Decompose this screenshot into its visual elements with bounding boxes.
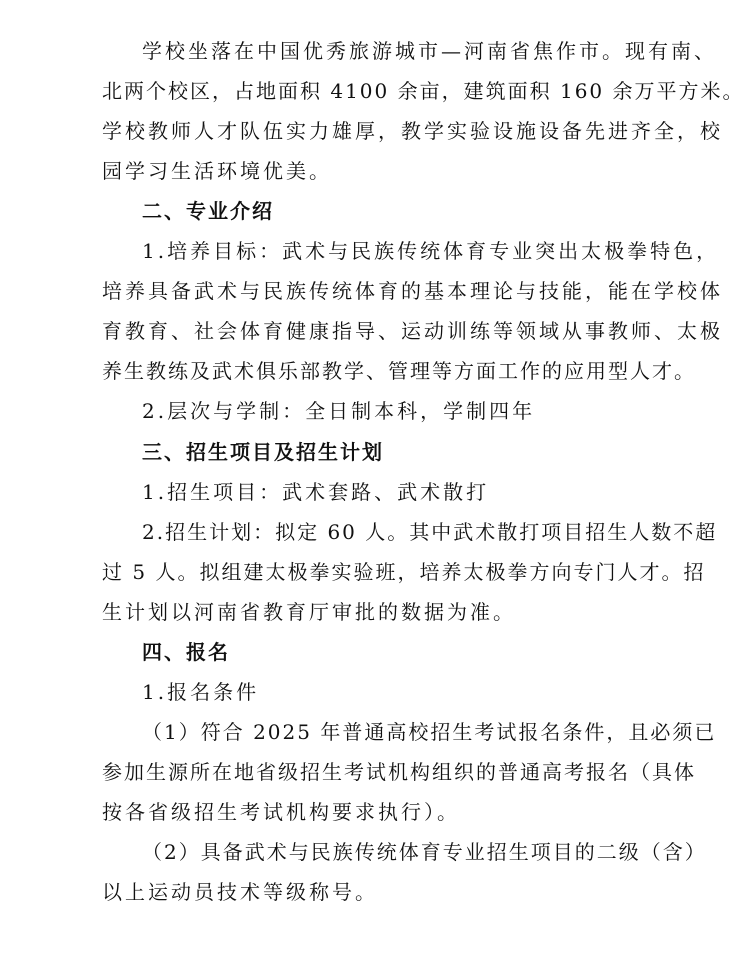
training-goal-line <box>0 271 754 311</box>
paragraph-text: 2.招生计划：拟定 60 人。其中武术散打项目招生人数不超 <box>142 520 718 544</box>
paragraph-text: 参加生源所在地省级招生考试机构组织的普通高考报名（具体 <box>102 760 696 784</box>
paragraph-text: 培养具备武术与民族传统体育的基本理论与技能，能在学校体 <box>102 279 723 303</box>
intro-line <box>0 31 754 71</box>
intro-line <box>0 71 754 111</box>
paragraph-text: 生计划以河南省教育厅审批的数据为准。 <box>102 600 516 624</box>
intro-line <box>0 111 754 151</box>
section-heading-registration <box>0 632 754 672</box>
section-heading-text: 三、招生项目及招生计划 <box>142 440 384 464</box>
condition-one-line <box>0 792 754 832</box>
enrollment-items-line <box>0 472 754 512</box>
intro-line <box>0 151 754 191</box>
enrollment-plan-line <box>0 552 754 592</box>
level-duration-line <box>0 391 754 431</box>
paragraph-text: （1）符合 2025 年普通高校招生考试报名条件，且必须已 <box>142 720 717 744</box>
condition-two-line <box>0 832 754 872</box>
section-heading-enrollment <box>0 432 754 472</box>
paragraph-text: 1.培养目标：武术与民族传统体育专业突出太极拳特色， <box>142 239 720 263</box>
section-heading-major <box>0 191 754 231</box>
paragraph-text: 育教育、社会体育健康指导、运动训练等领域从事教师、太极 <box>102 319 723 343</box>
section-heading-text: 四、报名 <box>142 640 230 664</box>
intro-text: 学校坐落在中国优秀旅游城市—河南省焦作市。现有南、 <box>142 39 717 63</box>
intro-text: 北两个校区，占地面积 4100 余亩，建筑面积 160 余万平方米。 <box>102 79 745 103</box>
enrollment-plan-line <box>0 592 754 632</box>
training-goal-line <box>0 311 754 351</box>
section-heading-text: 二、专业介绍 <box>142 199 274 223</box>
intro-text: 学校教师人才队伍实力雄厚，教学实验设施设备先进齐全，校 <box>102 119 723 143</box>
enrollment-plan-line <box>0 512 754 552</box>
paragraph-text: 以上运动员技术等级称号。 <box>102 880 378 904</box>
paragraph-text: 2.层次与学制：全日制本科，学制四年 <box>142 399 536 423</box>
condition-one-line <box>0 752 754 792</box>
paragraph-text: （2）具备武术与民族传统体育专业招生项目的二级（含） <box>142 840 707 864</box>
training-goal-line <box>0 351 754 391</box>
training-goal-line <box>0 231 754 271</box>
paragraph-text: 1.招生项目：武术套路、武术散打 <box>142 480 490 504</box>
paragraph-text: 养生教练及武术俱乐部教学、管理等方面工作的应用型人才。 <box>102 359 696 383</box>
condition-two-line <box>0 872 754 912</box>
intro-text: 园学习生活环境优美。 <box>102 159 332 183</box>
condition-one-line <box>0 712 754 752</box>
paragraph-text: 按各省级招生考试机构要求执行）。 <box>102 800 460 824</box>
registration-subheading-line <box>0 672 754 712</box>
paragraph-text: 过 5 人。拟组建太极拳实验班，培养太极拳方向专门人才。招 <box>102 560 706 584</box>
paragraph-text: 1.报名条件 <box>142 680 260 704</box>
